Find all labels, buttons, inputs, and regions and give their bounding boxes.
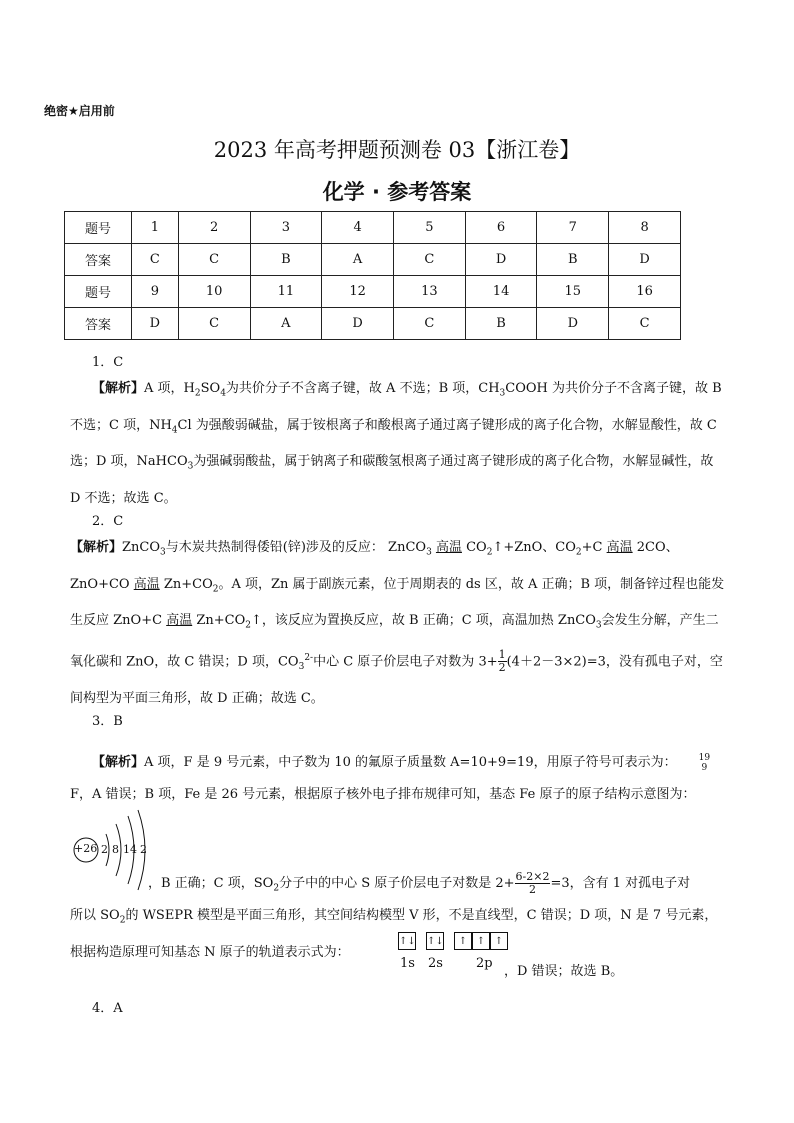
q2-text: (4＋2－3×2)=3，没有孤电子对，空间构型为平面三角形，故 D 正确；故选 C。 — [70, 654, 723, 706]
answer-table-cell: C — [393, 244, 465, 276]
q2-label: 【解析】 — [70, 540, 123, 555]
answer-table-cell: 11 — [250, 276, 322, 308]
orbital-label-2s: 2s — [428, 956, 443, 971]
q2-text: ZnCO — [122, 540, 161, 555]
q2-text: ↑，该反应为置换反应，故 B 正确；C 项，高温加热 ZnCO — [250, 613, 596, 629]
q3-text: ，B 正确；C 项，SO — [148, 876, 274, 891]
answer-table-cell: 1 — [132, 212, 179, 244]
q2-number: 2．C — [92, 514, 124, 529]
answer-table-cell: 15 — [537, 276, 609, 308]
q1-text: 为强碱弱酸盐，属于钠离子和碳酸氢根离子通过离子键形成的离子化合物，水解显碱性，故 D 不选；故选 C。 — [70, 454, 714, 506]
reaction-condition: 高温 — [435, 540, 462, 555]
subscript: 3 — [160, 547, 166, 558]
answer-table-cell: C — [609, 308, 681, 340]
answer-table-row-header: 答案 — [65, 244, 132, 276]
answer-table-row-header: 题号 — [65, 276, 132, 308]
answer-table-cell: D — [322, 308, 394, 340]
q3-number: 3．B — [92, 714, 123, 729]
shell-electrons-1: 2 — [101, 843, 108, 856]
orbital-box-2p-z: ↑ — [490, 932, 508, 950]
orbital-label-2p: 2p — [476, 956, 493, 971]
q3-label: 【解析】 — [92, 755, 145, 770]
answer-table-cell: C — [178, 308, 250, 340]
answer-table-row — [65, 212, 681, 244]
answer-table-cell: D — [465, 244, 537, 276]
nuclide-symbol — [677, 753, 710, 773]
q2-text: +C — [581, 540, 603, 555]
reaction-condition: 高温 — [166, 613, 193, 629]
q2-text: Zn+CO — [163, 576, 213, 592]
answer-table — [64, 211, 681, 340]
answer-table-row — [65, 308, 681, 340]
q2-text: CO — [466, 540, 487, 555]
answer-table-cell: 9 — [132, 276, 179, 308]
page-subtitle: 化学 · 参考答案 — [322, 180, 472, 204]
answer-table-cell: A — [250, 308, 322, 340]
answer-table-cell: 13 — [393, 276, 465, 308]
answer-table-cell: D — [609, 244, 681, 276]
q3-explanation-end — [504, 956, 734, 988]
q3-text: 的 WSEPR 模型是平面三角形，其空间结构模型 V 形，不是直线型，C 错误；D 项，N 是 7 号元素，根据构造原理可知基态 N 原子的轨道表示式为： — [70, 908, 718, 960]
fraction-numerator: 1 — [498, 648, 506, 662]
subscript: 3 — [499, 388, 506, 399]
subscript: 2 — [486, 547, 493, 558]
reaction-condition: 高温 — [606, 540, 633, 555]
subscript: 3 — [298, 661, 305, 672]
q2-text: 中心 C 原子价层电子对数为 3+ — [313, 654, 498, 670]
answer-table-cell: B — [537, 244, 609, 276]
fraction-denominator: 2 — [529, 883, 537, 896]
subscript: 3 — [187, 461, 194, 472]
element-symbol: F — [70, 787, 80, 802]
q4-number: 4．A — [92, 1001, 123, 1016]
q2-text: 会发生分解，产生二氧化碳和 ZnO，故 C 错误；D 项，CO — [70, 613, 719, 670]
answer-table-cell: 8 — [609, 212, 681, 244]
q3-so2-prefix: 所以 SO — [70, 908, 120, 923]
q3-explanation-part1 — [70, 747, 726, 811]
subscript: 3 — [426, 547, 432, 558]
secret-label: 绝密★启用前 — [44, 104, 115, 118]
q2-text: 。A 项，Zn 属于副族元素，位于周期表的 ds 区，故 A 正确；B 项，制备锌过程也能发生反应 ZnO+C — [70, 576, 725, 629]
fraction-numerator: 6-2×2 — [515, 870, 550, 883]
answer-table-cell: 5 — [393, 212, 465, 244]
q1-text: Cl 为强酸弱碱盐，属于铵根离子和酸根离子通过离子键形成的离子化合物，水解显酸性，故 C 选；D 项，NaHCO — [70, 417, 717, 470]
answer-table-cell: A — [322, 244, 394, 276]
reaction-condition: 高温 — [133, 576, 160, 592]
q1-text: 为共价分子不含离子键，故 A 不选；B 项，CH — [225, 381, 500, 396]
nucleus-charge: +26 — [74, 842, 98, 855]
q2-text: ↑+ZnO、CO — [492, 540, 576, 555]
q1-text: A 项，H — [144, 381, 195, 396]
subscript: 2 — [212, 584, 219, 595]
orbital-box-1s: ↑↓ — [398, 932, 416, 950]
answer-table-row-header: 答案 — [65, 308, 132, 340]
answer-table-cell: 3 — [250, 212, 322, 244]
orbital-box-2p-y: ↑ — [472, 932, 490, 950]
subscript: 2 — [273, 883, 280, 894]
subscript: 4 — [220, 388, 226, 399]
q3-text: ，D 错误；故选 B。 — [504, 964, 624, 979]
shell-electrons-4: 2 — [140, 843, 147, 856]
answer-table-cell: 6 — [465, 212, 537, 244]
q3-text: A 项，F 是 9 号元素，中子数为 10 的氟原子质量数 A=10+9=19，用原子符号可表示为： — [144, 755, 677, 770]
answer-table-cell: D — [132, 308, 179, 340]
subscript: 2 — [575, 547, 582, 558]
answer-table-cell: B — [465, 308, 537, 340]
answer-table-cell: 14 — [465, 276, 537, 308]
answer-table-cell: C — [393, 308, 465, 340]
q1-text: COOH 为共价分子不含离子键，故 B 不选；C 项，NH — [70, 381, 722, 433]
answer-table-cell: C — [178, 244, 250, 276]
mass-number: 19 — [698, 752, 711, 763]
atomic-number: 9 — [701, 762, 708, 773]
answer-table-cell: 16 — [609, 276, 681, 308]
q2-text: 2CO、ZnO+CO — [70, 540, 679, 592]
subscript: 4 — [171, 425, 178, 436]
subscript: 3 — [595, 620, 602, 631]
page-title: 2023 年高考押题预测卷 03【浙江卷】 — [213, 138, 581, 162]
answer-table-row — [65, 244, 681, 276]
answer-table-cell: 10 — [178, 276, 250, 308]
answer-table-cell: 7 — [537, 212, 609, 244]
answer-table-cell: D — [537, 308, 609, 340]
answer-table-cell: 12 — [322, 276, 394, 308]
answer-table-cell: 4 — [322, 212, 394, 244]
q3-text: 分子中的中心 S 原子价层电子对数是 2+ — [279, 876, 515, 891]
answer-table-row — [65, 276, 681, 308]
answer-table-cell: C — [132, 244, 179, 276]
shell-electrons-2: 8 — [112, 843, 119, 856]
q2-text: 与木炭共热制得倭铅(锌)涉及的反应： ZnCO — [165, 540, 427, 555]
orbital-label-1s: 1s — [400, 956, 415, 971]
q2-explanation — [70, 532, 726, 715]
subscript: 2 — [245, 620, 251, 631]
shell-electrons-3: 14 — [123, 843, 137, 856]
answer-table-cell: B — [250, 244, 322, 276]
q3-text: ，A 错误；B 项，Fe 是 26 号元素，根据原子核外电子排布规律可知，基态 Fe 原子的原子结构示意图为： — [79, 787, 696, 802]
fraction-denominator: 2 — [498, 661, 506, 675]
q1-number: 1．C — [92, 355, 124, 370]
q2-text: Zn+CO — [196, 613, 246, 629]
superscript: 2- — [304, 652, 314, 663]
orbital-box-2p-x: ↑ — [454, 932, 472, 950]
answer-table-cell: 2 — [178, 212, 250, 244]
answer-table-row-header: 题号 — [65, 212, 132, 244]
q1-text: SO — [200, 381, 221, 396]
subscript: 2 — [194, 388, 201, 399]
q1-label: 【解析】 — [92, 381, 145, 396]
fraction-half — [498, 649, 507, 674]
subscript: 2 — [119, 915, 126, 926]
orbital-box-2s: ↑↓ — [426, 932, 444, 950]
q3-text: =3，含有 1 对孤电子对 — [550, 876, 691, 891]
q1-explanation — [70, 373, 726, 515]
fe-atomic-structure-diagram — [70, 808, 150, 892]
fraction-valence — [515, 871, 551, 896]
